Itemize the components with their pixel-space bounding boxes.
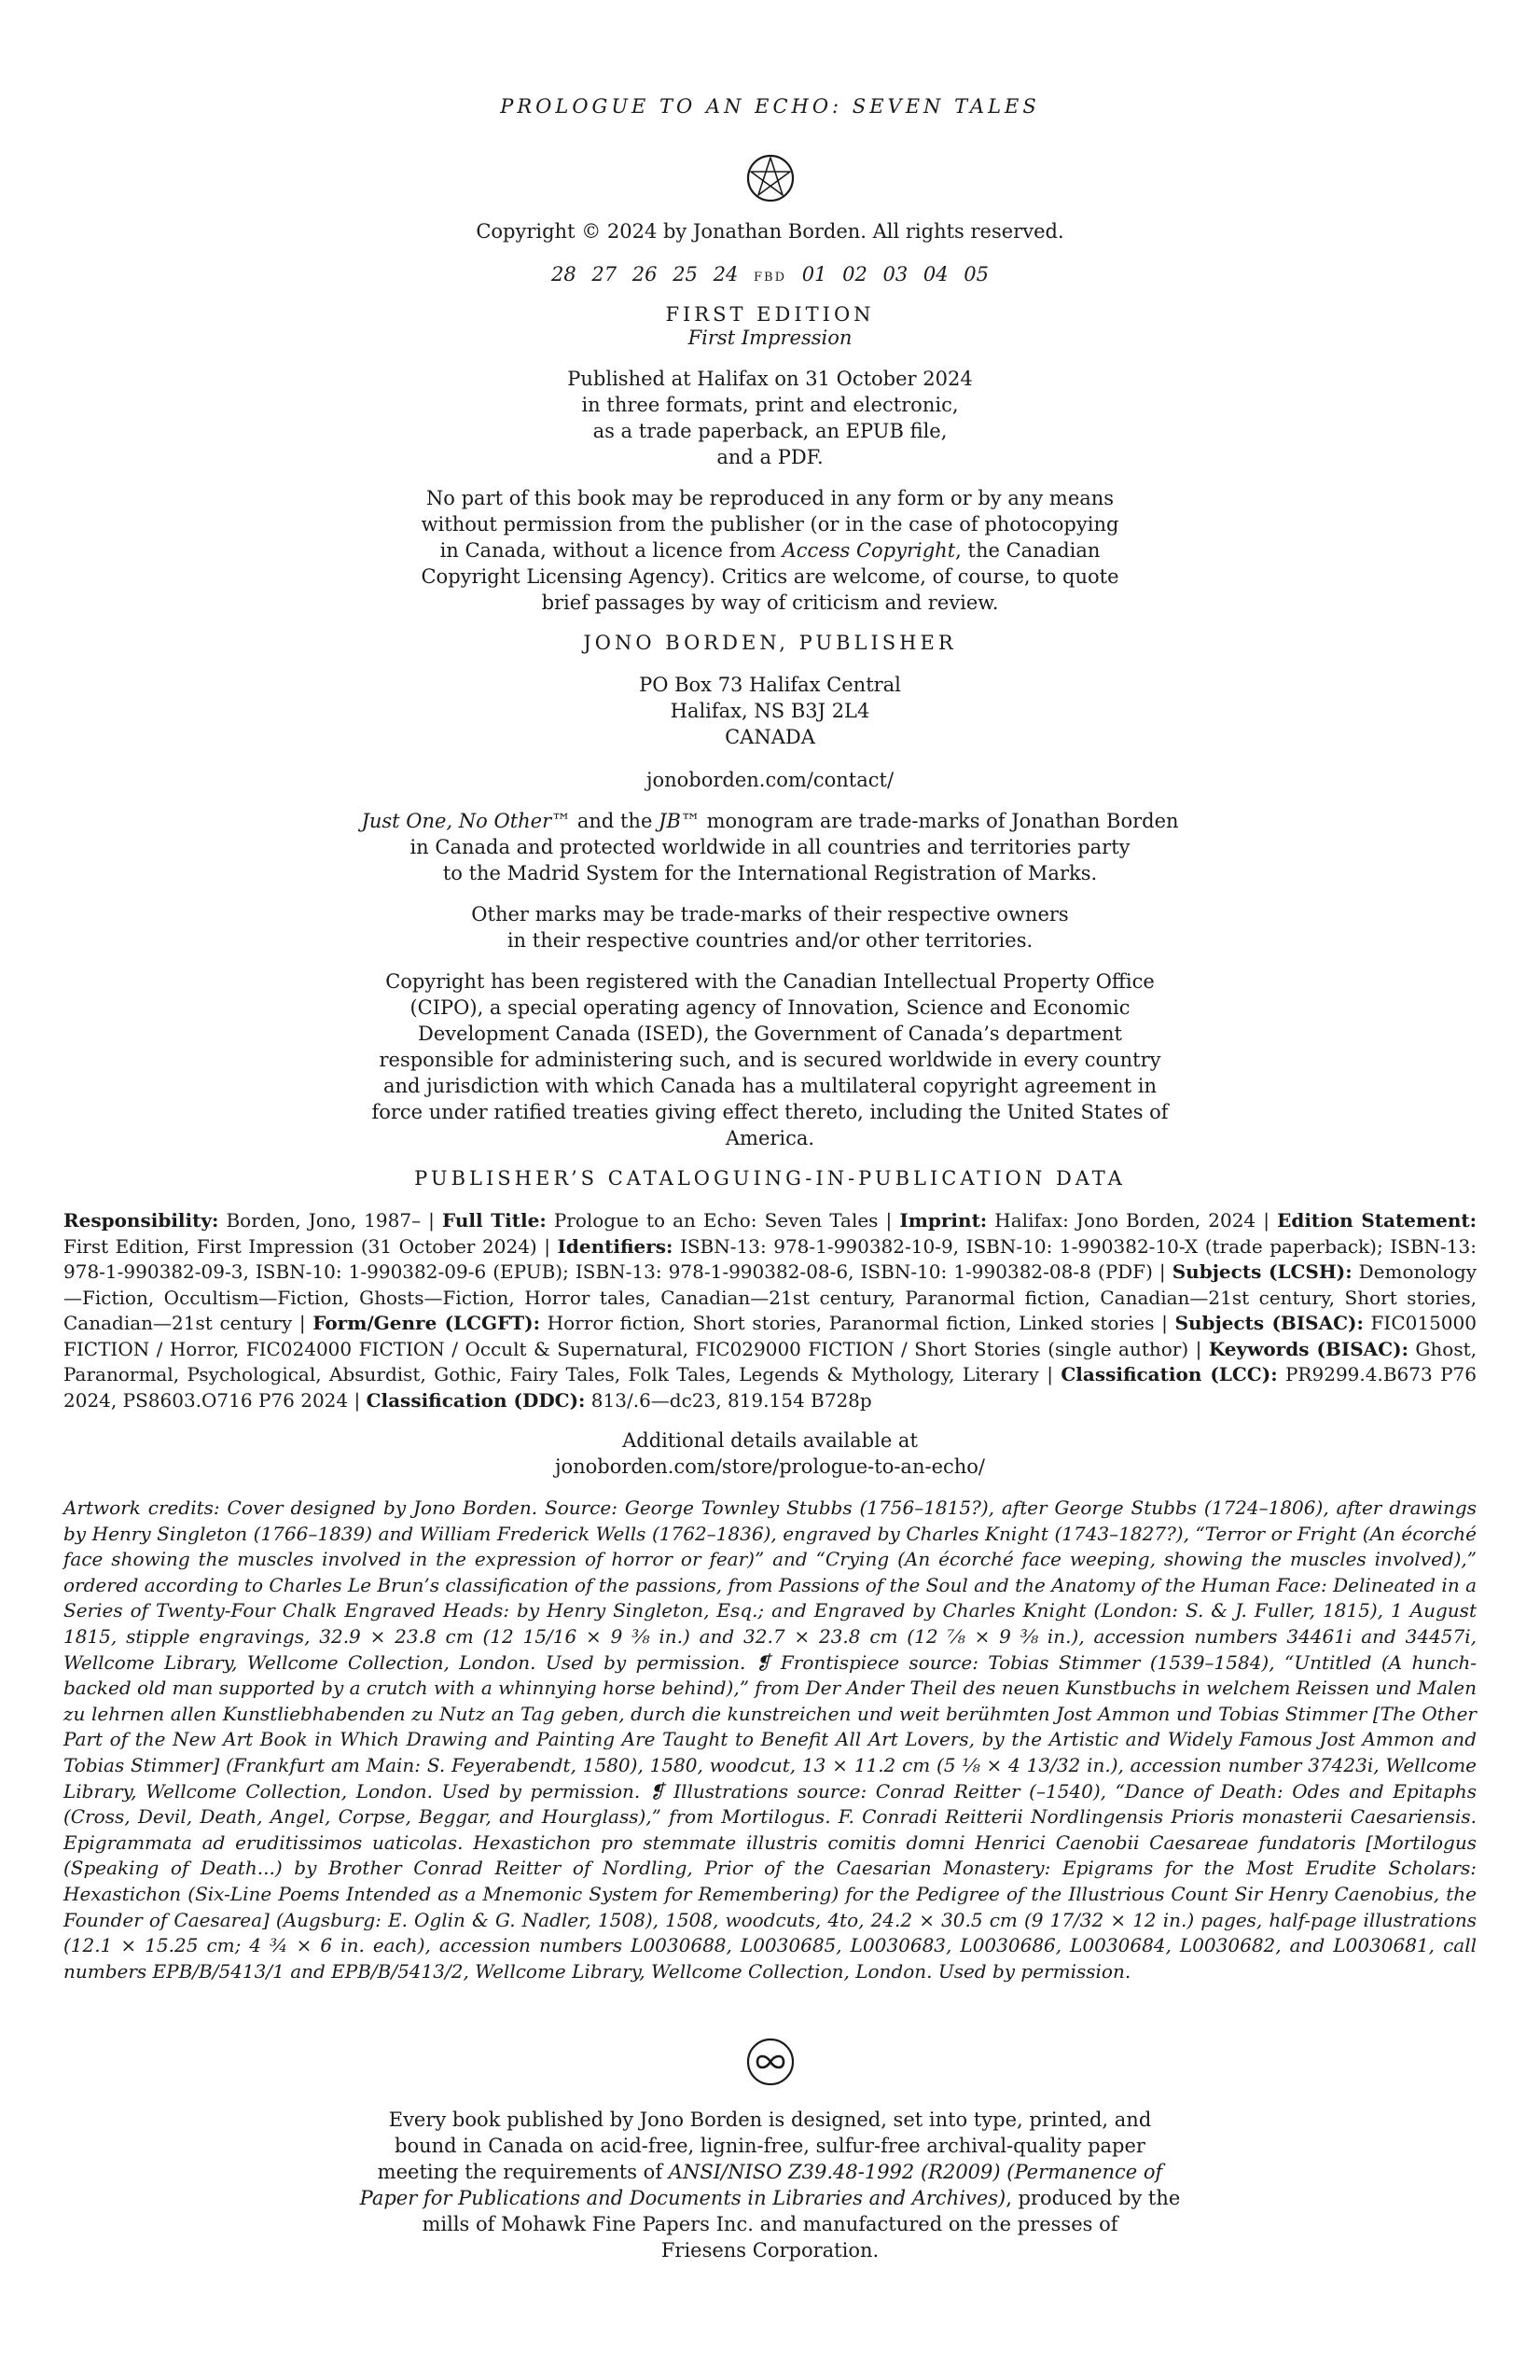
rights-line: [0, 537, 1540, 564]
address-line: PO Box 73 Halifax Central: [639, 674, 901, 696]
paper-block: [0, 2107, 1540, 2263]
rights-line: Copyright Licensing Agency). Critics are welcome, of course, to quote: [421, 565, 1119, 588]
cip-data: [63, 1208, 1477, 1413]
paper-text: meeting the requirements of: [377, 2161, 669, 2183]
rights-line: brief passages by way of criticism and review.: [541, 592, 999, 614]
cip-heading: PUBLISHER’S CATALOGUING-IN-PUBLICATION DATA: [414, 1167, 1126, 1190]
cip-label: Subjects (LCSH):: [1172, 1260, 1353, 1283]
paper-line: mills of Mohawk Fine Papers Inc. and manufactured on the presses of: [422, 2213, 1118, 2235]
print-numbers-code: FBD: [754, 271, 786, 285]
edition-title: FIRST EDITION: [665, 303, 875, 326]
trademark-monogram: JB: [659, 810, 681, 832]
cip-label: Edition Statement:: [1277, 1209, 1477, 1232]
paper-line: bound in Canada on acid-free, lignin-free, sulfur-free archival-quality paper: [395, 2135, 1145, 2157]
registration-line: and jurisdiction with which Canada has a multilateral copyright agreement in: [382, 1075, 1158, 1097]
trademarks-text: ™ and the: [551, 810, 659, 832]
trademarks-line: [0, 808, 1540, 834]
rights-text: , the Canadian: [955, 539, 1101, 562]
cip-value: Halifax: Jono Borden, 2024 |: [987, 1209, 1278, 1232]
paper-text: , produced by the: [1006, 2187, 1181, 2209]
publication-block: [0, 366, 1540, 470]
other-marks-block: [0, 901, 1540, 953]
trademarks-block: [0, 808, 1540, 886]
cip-value: Horror fiction, Short stories, Paranormal fiction, Linked stories |: [540, 1312, 1175, 1334]
rights-line: No part of this book may be reproduced in any form or by any means: [425, 487, 1115, 509]
additional-block: [0, 1427, 1540, 1480]
artwork-credits: Artwork credits: Cover designed by Jono Borden. Source: George Townley Stubbs (1756–1815?), after George Stubbs (1724–1806), after drawings by Henry Singleton (1766–1839) and William Frederick Wells (1762–1836), engraved by Charles Knight (1743–1827?), “Terror or Fright (An écorché face showing the muscles involved in the expression of horror or fear)” and “Crying (An écorché face weeping, showing the muscles involved),” ordered according to Charles Le Brun’s classification of the passions, from Passions of the Soul and the Anatomy of the Human Face: Delineated in a Series of Twenty-Four Chalk Engraved Heads: by Henry Singleton, Esq.; and Engraved by Charles Knight (London: S. & J. Fuller, 1815), 1 August 1815, stipple engravings, 32.9 × 23.8 cm (12 15/16 × 9 ⅜ in.) and 32.7 × 23.8 cm (12 ⅞ × 9 ⅜ in.), accession numbers 34461i and 34457i, Wellcome Library, Wellcome Collection, London. Used by permission. ❡ Frontispiece source: Tobias Stimmer (1539–1584), “Untitled (A hunch-backed old man supported by a crutch with a whinnying horse behind),” from Der Ander Theil des neuen Kunstbuchs in welchem Reissen und Malen zu lehrnen allen Kunstliebhabenden zu Nutz an Tag geben, durch die kunstreichen und weit berühmten Jost Ammon und Tobias Stimmer [The Other Part of the New Art Book in Which Drawing and Painting Are Taught to Benefit All Art Lovers, by the Artistic and Widely Famous Jost Ammon and Tobias Stimmer] (Frankfurt am Main: S. Feyerabendt, 1580), 1580, woodcut, 13 × 11.2 cm (5 ⅛ × 4 13/32 in.), accession number 37423i, Wellcome Library, Wellcome Collection, London. Used by permission. ❡ Illustrations source: Conrad Reitter (–1540), “Dance of Death: Odes and Epitaphs (Cross, Devil, Death, Angel, Corpse, Beggar, and Hourglass),” from Mortilogus. F. Conradi Reitterii Nordlingensis Prioris monasterii Caesariensis. Epigrammata ad eruditissimos uaticolas. Hexastichon pro stemmate illustris comitis domni Henrici Caenobii Caesareae fundatoris [Mortilogus (Speaking of Death...) by Brother Conrad Reitter of Nordling, Prior of the Caesarian Monastery: Epigrams for the Most Erudite Scholars: Hexastichon (Six-Line Poems Intended as a Mnemonic System for Remembering) for the Pedigree of the Illustrious Count Sir Henry Caenobius, the Founder of Caesarea] (Augsburg: E. Oglin & G. Nadler, 1508), 1508, woodcuts, 4to, 24.2 × 30.5 cm (9 17/32 × 12 in.) pages, half-page illustrations (12.1 × 15.25 cm; 4 ¾ × 6 in. each), accession numbers L0030688, L0030685, L0030683, L0030686, L0030684, L0030682, and L0030681, call numbers EPB/B/5413/1 and EPB/B/5413/2, Wellcome Library, Wellcome Collection, London. Used by permission.: [63, 1496, 1477, 1983]
paper-line: [0, 2159, 1540, 2185]
cip-value: 813/.6—dc23, 819.154 B728p: [585, 1388, 872, 1412]
address-line: CANADA: [725, 726, 815, 748]
pentagram-icon: [0, 153, 1540, 203]
trademark-name: Just One, No Other: [361, 810, 552, 832]
cip-label: Form/Genre (LCGFT):: [312, 1312, 541, 1334]
rights-text: in Canada, without a licence from: [439, 539, 783, 562]
registration-line: America.: [725, 1127, 815, 1149]
cip-value: PR9299.4.B673 P76 2024, PS8603.O716 P76 2024 |: [63, 1363, 1478, 1412]
rights-block: [0, 485, 1540, 616]
trademarks-text: ™ monogram are trade-marks of Jonathan Borden: [680, 810, 1179, 832]
cip-value: Ghost, Paranormal, Psychological, Absurdist, Gothic, Fairy Tales, Folk Tales, Legends & Mythology, Literary |: [63, 1337, 1477, 1385]
cip-label: Keywords (BISAC):: [1208, 1337, 1408, 1360]
registration-line: responsible for administering such, and is secured worldwide in every country: [379, 1049, 1161, 1071]
cip-label: Classification (DDC):: [366, 1388, 586, 1412]
cip-value: Prologue to an Echo: Seven Tales |: [546, 1209, 900, 1232]
publisher-address: [0, 672, 1540, 750]
cip-value: Demonology—Fiction, Occultism—Fiction, Ghosts—Fiction, Horror tales, Canadian—21st century, Paranormal fiction, Canadian—21st century, Short stories, Canadian—21st century |: [63, 1260, 1477, 1334]
registration-block: [0, 968, 1540, 1151]
print-numbers-right: 01 02 03 04 05: [801, 263, 989, 285]
cip-value: ISBN-13: 978-1-990382-10-9, ISBN-10: 1-990382-10-X (trade paperback); ISBN-13: 978-1-990382-09-3, ISBN-10: 1-990382-09-6 (EPUB); ISBN-13: 978-1-990382-08-6, ISBN-10: 1-990382-08-8 (PDF) |: [63, 1234, 1477, 1283]
publication-line: as a trade paperback, an EPUB file,: [592, 420, 948, 442]
cip-label: Subjects (BISAC):: [1174, 1312, 1364, 1334]
cip-label: Full Title:: [442, 1209, 547, 1232]
trademarks-line: to the Madrid System for the International Registration of Marks.: [442, 862, 1098, 884]
standard-title: ANSI/NISO Z39.48-1992 (R2009) (Permanence of: [668, 2161, 1163, 2183]
paper-line: Friesens Corporation.: [660, 2239, 880, 2262]
cip-value: Borden, Jono, 1987– |: [218, 1209, 443, 1232]
registration-line: (CIPO), a special operating agency of Innovation, Science and Economic: [409, 996, 1131, 1019]
store-link[interactable]: jonoborden.com/store/prologue-to-an-echo/: [554, 1455, 986, 1478]
cip-label: Identifiers:: [557, 1234, 673, 1258]
cip-label: Imprint:: [899, 1209, 988, 1232]
rights-line: without permission from the publisher (or in the case of photocopying: [421, 513, 1119, 536]
registration-line: force under ratified treaties giving effect thereto, including the United States of: [371, 1101, 1169, 1123]
publication-line: and a PDF.: [716, 446, 824, 468]
registration-line: Development Canada (ISED), the Government of Canada’s department: [418, 1023, 1122, 1045]
cip-value: First Edition, First Impression (31 October 2024) |: [63, 1234, 558, 1258]
additional-line: Additional details available at: [622, 1429, 918, 1452]
other-marks-line: Other marks may be trade-marks of their respective owners: [471, 903, 1069, 926]
address-line: Halifax, NS B3J 2L4: [670, 700, 870, 722]
print-numbers-left: 28 27 26 25 24: [551, 263, 739, 285]
standard-title: Paper for Publications and Documents in Libraries and Archives): [359, 2187, 1006, 2209]
edition-impression: First Impression: [687, 327, 853, 349]
cip-value: FIC015000 FICTION / Horror, FIC024000 FICTION / Occult & Supernatural, FIC029000 FICTION / Short Stories (single author) |: [63, 1312, 1477, 1360]
running-title: PROLOGUE TO AN ECHO: SEVEN TALES: [500, 95, 1040, 118]
cip-label: Classification (LCC):: [1061, 1363, 1278, 1385]
paper-line: Every book published by Jono Borden is designed, set into type, printed, and: [388, 2109, 1152, 2131]
cip-label: Responsibility:: [63, 1209, 219, 1232]
registration-line: Copyright has been registered with the Canadian Intellectual Property Office: [385, 970, 1155, 993]
printing-numbers: [0, 261, 1540, 291]
other-marks-line: in their respective countries and/or other territories.: [506, 929, 1034, 952]
access-copyright: Access Copyright: [782, 539, 956, 562]
publisher-name: JONO BORDEN, PUBLISHER: [583, 632, 957, 654]
publication-line: Published at Halifax on 31 October 2024: [567, 368, 973, 390]
copyright-line: Copyright © 2024 by Jonathan Borden. All rights reserved.: [476, 220, 1064, 243]
paper-line: [0, 2185, 1540, 2211]
publication-line: in three formats, print and electronic,: [581, 394, 959, 416]
infinity-icon: [0, 2037, 1540, 2087]
contact-link[interactable]: jonoborden.com/contact/: [645, 769, 895, 791]
trademarks-line: in Canada and protected worldwide in all countries and territories party: [409, 836, 1131, 858]
